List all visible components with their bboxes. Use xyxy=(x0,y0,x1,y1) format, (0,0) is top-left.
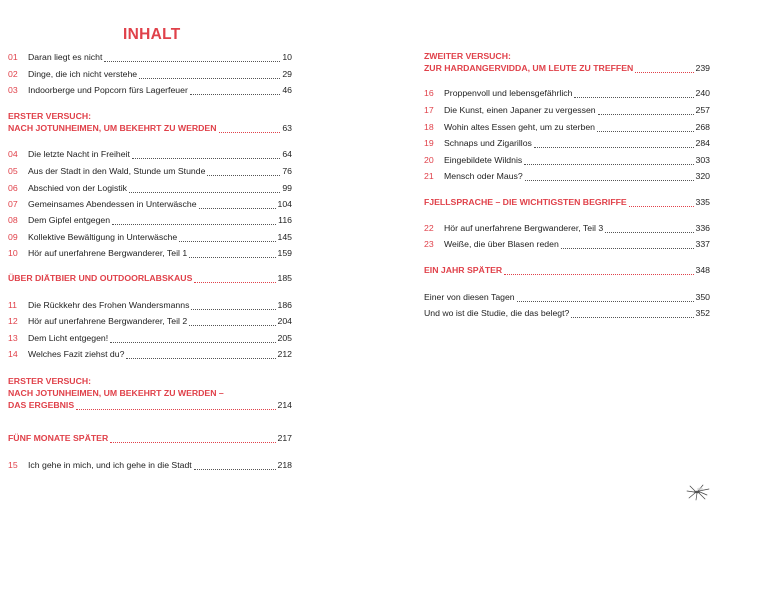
dot-leader xyxy=(635,64,693,73)
entry-page: 303 xyxy=(695,155,710,165)
entry-page: 159 xyxy=(277,248,292,258)
toc-entry-studie[interactable] xyxy=(424,307,710,319)
entry-number: 02 xyxy=(8,69,18,79)
entry-number: 15 xyxy=(8,460,18,470)
toc-entry-15[interactable] xyxy=(8,459,292,471)
dot-leader xyxy=(571,309,693,318)
entry-page: 205 xyxy=(277,333,292,343)
page-title: INHALT xyxy=(123,26,181,43)
toc-entry-22[interactable] xyxy=(424,222,710,234)
entry-page: 336 xyxy=(695,223,710,233)
dot-leader xyxy=(534,139,694,148)
dot-leader xyxy=(189,317,275,326)
entry-title: Dinge, die ich nicht verstehe xyxy=(28,69,138,79)
section-heading-line: ERSTER VERSUCH: xyxy=(8,376,92,386)
entry-title: Daran liegt es nicht xyxy=(28,52,103,62)
toc-section-hardangervidda[interactable] xyxy=(424,62,710,74)
toc-entry-21[interactable] xyxy=(424,170,710,182)
entry-number: 14 xyxy=(8,349,18,359)
entry-title: Eingebildete Wildnis xyxy=(444,155,523,165)
entry-number: 13 xyxy=(8,333,18,343)
entry-number: 21 xyxy=(424,171,434,181)
toc-entry-13[interactable] xyxy=(8,332,292,344)
toc-entry-05[interactable] xyxy=(8,165,292,177)
toc-section-fuenf-monate[interactable] xyxy=(8,432,292,444)
entry-number: 17 xyxy=(424,105,434,115)
entry-page: 64 xyxy=(282,149,292,159)
entry-page: 76 xyxy=(282,166,292,176)
entry-number: 19 xyxy=(424,138,434,148)
entry-page: 218 xyxy=(277,460,292,470)
toc-entry-12[interactable] xyxy=(8,315,292,327)
toc-section-diaetbier[interactable] xyxy=(8,272,292,284)
entry-page: 239 xyxy=(695,63,710,73)
dot-leader xyxy=(76,401,275,410)
entry-page: 337 xyxy=(695,239,710,249)
entry-title: Und wo ist die Studie, die das belegt? xyxy=(424,308,570,318)
entry-title: Abschied von der Logistik xyxy=(28,183,127,193)
toc-entry-01[interactable] xyxy=(8,51,292,63)
dot-leader xyxy=(112,216,276,225)
toc-entry-17[interactable] xyxy=(424,104,710,116)
entry-page: 46 xyxy=(282,85,292,95)
entry-title: Aus der Stadt in den Wald, Stunde um Stunde xyxy=(28,166,206,176)
entry-number: 01 xyxy=(8,52,18,62)
dot-leader xyxy=(524,156,693,165)
dot-leader xyxy=(199,200,276,209)
dot-leader xyxy=(132,150,280,159)
toc-entry-07[interactable] xyxy=(8,198,292,210)
entry-page: 240 xyxy=(695,88,710,98)
entry-title: Proppenvoll und lebensgefährlich xyxy=(444,88,573,98)
entry-number: 18 xyxy=(424,122,434,132)
section-title: DAS ERGEBNIS xyxy=(8,400,75,410)
entry-page: 268 xyxy=(695,122,710,132)
toc-entry-10[interactable] xyxy=(8,247,292,259)
dot-leader xyxy=(598,106,694,115)
section-title: EIN JAHR SPÄTER xyxy=(424,265,503,275)
entry-number: 07 xyxy=(8,199,18,209)
entry-page: 204 xyxy=(277,316,292,326)
entry-page: 257 xyxy=(695,105,710,115)
toc-entry-16[interactable] xyxy=(424,87,710,99)
entry-title: Die Kunst, einen Japaner zu vergessen xyxy=(444,105,596,115)
section-title: ÜBER DIÄTBIER UND OUTDOORLABSKAUS xyxy=(8,273,193,283)
toc-entry-11[interactable] xyxy=(8,299,292,311)
toc-entry-23[interactable] xyxy=(424,238,710,250)
toc-entry-04[interactable] xyxy=(8,148,292,160)
entry-number: 16 xyxy=(424,88,434,98)
section-title: ZUR HARDANGERVIDDA, UM LEUTE ZU TREFFEN xyxy=(424,63,634,73)
dot-leader xyxy=(104,53,280,62)
toc-entry-19[interactable] xyxy=(424,137,710,149)
toc-entry-08[interactable] xyxy=(8,214,292,226)
entry-title: Hör auf unerfahrene Bergwanderer, Teil 3 xyxy=(444,223,604,233)
entry-title: Mensch oder Maus? xyxy=(444,171,523,181)
toc-entry-20[interactable] xyxy=(424,154,710,166)
entry-number: 05 xyxy=(8,166,18,176)
dot-leader xyxy=(179,233,275,242)
dot-leader xyxy=(574,89,693,98)
toc-entry-02[interactable] xyxy=(8,68,292,80)
entry-title: Dem Gipfel entgegen xyxy=(28,215,111,225)
entry-page: 63 xyxy=(282,123,292,133)
entry-page: 348 xyxy=(695,265,710,275)
entry-number: 09 xyxy=(8,232,18,242)
entry-page: 29 xyxy=(282,69,292,79)
entry-page: 99 xyxy=(282,183,292,193)
toc-section-ein-jahr[interactable] xyxy=(424,264,710,276)
toc-section-ergebnis[interactable] xyxy=(8,399,292,411)
entry-page: 185 xyxy=(277,273,292,283)
entry-title: Welches Fazit ziehst du? xyxy=(28,349,125,359)
section-title: FÜNF MONATE SPÄTER xyxy=(8,433,109,443)
entry-page: 320 xyxy=(695,171,710,181)
dot-leader xyxy=(219,124,281,133)
entry-page: 186 xyxy=(277,300,292,310)
dot-leader xyxy=(194,461,276,470)
entry-number: 08 xyxy=(8,215,18,225)
entry-number: 10 xyxy=(8,248,18,258)
entry-number: 03 xyxy=(8,85,18,95)
entry-number: 12 xyxy=(8,316,18,326)
entry-title: Gemeinsames Abendessen in Unterwäsche xyxy=(28,199,197,209)
entry-page: 104 xyxy=(277,199,292,209)
entry-number: 04 xyxy=(8,149,18,159)
entry-page: 214 xyxy=(277,400,292,410)
dot-leader xyxy=(139,70,280,79)
toc-entry-09[interactable] xyxy=(8,231,292,243)
dot-leader xyxy=(129,184,280,193)
entry-title: Die letzte Nacht in Freiheit xyxy=(28,149,130,159)
entry-title: Schnaps und Zigarillos xyxy=(444,138,532,148)
section-title: NACH JOTUNHEIMEN, UM BEKEHRT ZU WERDEN xyxy=(8,123,217,133)
toc-section-jotunheimen[interactable] xyxy=(8,122,292,134)
entry-title: Ich gehe in mich, und ich gehe in die Stadt xyxy=(28,460,192,470)
dot-leader xyxy=(605,224,693,233)
entry-page: 217 xyxy=(277,433,292,443)
toc-entry-03[interactable] xyxy=(8,84,292,96)
entry-title: Hör auf unerfahrene Bergwanderer, Teil 1 xyxy=(28,248,188,258)
dot-leader xyxy=(629,198,694,207)
entry-page: 335 xyxy=(695,197,710,207)
dot-leader xyxy=(504,266,693,275)
entry-title: Wohin altes Essen geht, um zu sterben xyxy=(444,122,595,132)
toc-entry-14[interactable] xyxy=(8,348,292,360)
entry-page: 350 xyxy=(695,292,710,302)
dot-leader xyxy=(110,434,275,443)
toc-entry-06[interactable] xyxy=(8,182,292,194)
section-title: FJELLSPRACHE – DIE WICHTIGSTEN BEGRIFFE xyxy=(424,197,627,207)
entry-title: Die Rückkehr des Frohen Wandersmanns xyxy=(28,300,190,310)
dot-leader xyxy=(207,167,280,176)
dot-leader xyxy=(517,293,694,302)
entry-page: 352 xyxy=(695,308,710,318)
dot-leader xyxy=(194,274,275,283)
entry-title: Indoorberge und Popcorn fürs Lagerfeuer xyxy=(28,85,188,95)
toc-entry-18[interactable] xyxy=(424,121,710,133)
entry-title: Hör auf unerfahrene Bergwanderer, Teil 2 xyxy=(28,316,188,326)
mosquito-icon xyxy=(683,484,711,502)
entry-title: Kollektive Bewältigung in Unterwäsche xyxy=(28,232,178,242)
entry-page: 212 xyxy=(277,349,292,359)
entry-title: Einer von diesen Tagen xyxy=(424,292,515,302)
dot-leader xyxy=(597,123,694,132)
entry-page: 284 xyxy=(695,138,710,148)
dot-leader xyxy=(190,86,280,95)
section-heading-line: ZWEITER VERSUCH: xyxy=(424,51,511,61)
entry-number: 23 xyxy=(424,239,434,249)
section-heading-line: NACH JOTUNHEIMEN, UM BEKEHRT ZU WERDEN – xyxy=(8,388,224,398)
entry-number: 22 xyxy=(424,223,434,233)
entry-page: 145 xyxy=(277,232,292,242)
entry-number: 11 xyxy=(8,300,18,310)
toc-entry-einer-von-diesen-tagen[interactable] xyxy=(424,291,710,303)
entry-title: Weiße, die über Blasen reden xyxy=(444,239,559,249)
dot-leader xyxy=(525,172,694,181)
toc-section-fjellsprache[interactable] xyxy=(424,196,710,208)
dot-leader xyxy=(110,334,275,343)
dot-leader xyxy=(561,240,694,249)
entry-page: 116 xyxy=(278,215,292,225)
section-heading-line: ERSTER VERSUCH: xyxy=(8,111,92,121)
entry-number: 06 xyxy=(8,183,18,193)
dot-leader xyxy=(126,350,275,359)
entry-title: Dem Licht entgegen! xyxy=(28,333,109,343)
dot-leader xyxy=(191,301,275,310)
entry-number: 20 xyxy=(424,155,434,165)
dot-leader xyxy=(189,249,275,258)
entry-page: 10 xyxy=(282,52,292,62)
